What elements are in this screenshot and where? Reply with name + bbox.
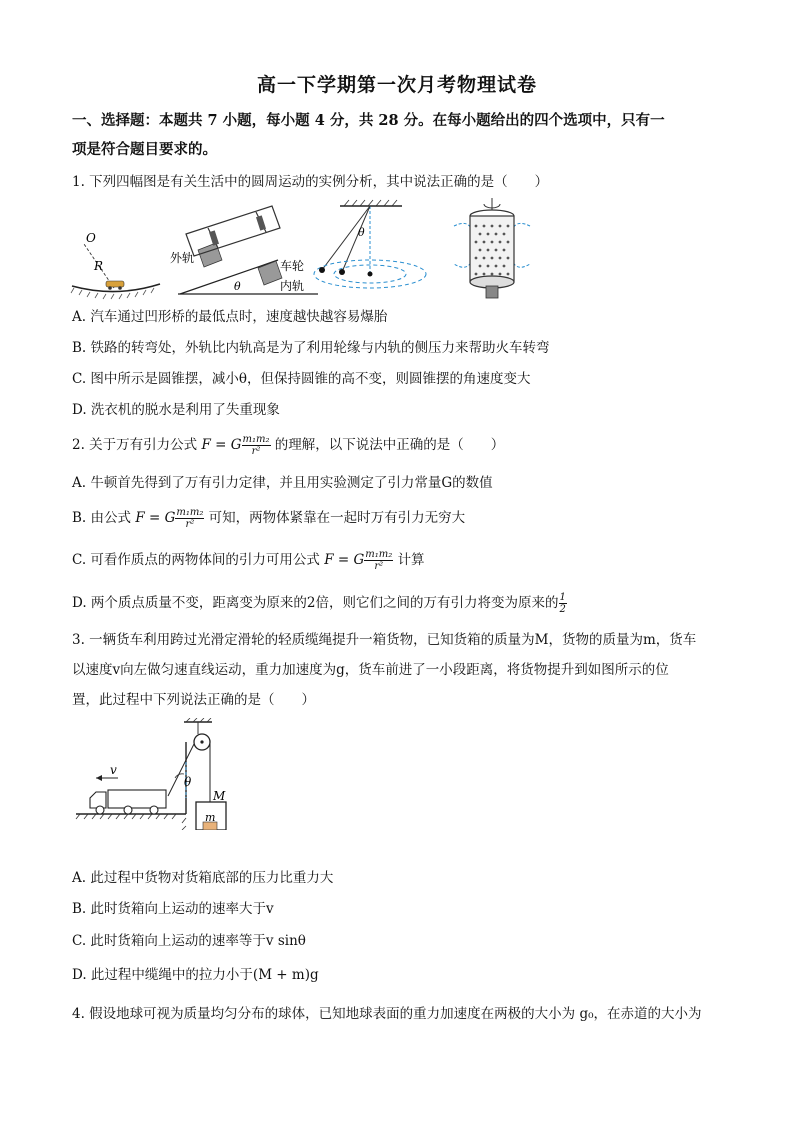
q4-line1: 4. 假设地球可视为质量均匀分布的球体，已知地球表面的重力加速度在两极的大小为 g₀，在赤道的大小为 — [72, 1006, 702, 1022]
q2-stem-pre: 2. 关于万有引力公式 — [72, 437, 198, 453]
q3-line1: 3. 一辆货车利用跨过光滑定滑轮的轻质缆绳提升一箱货物，已知货箱的质量为M，货物的质量为m，货车 — [72, 632, 697, 648]
q3-option-c: C. 此时货箱向上运动的速率等于v sinθ — [72, 933, 306, 949]
page-title: 高一下学期第一次月考物理试卷 — [256, 74, 537, 96]
q3-line2: 以速度v向左做匀速直线运动，重力加速度为g，货车前进了一小段距离，将货物提升到如图所示的位 — [72, 662, 669, 678]
q2-stem-post: 的理解，以下说法中正确的是（ ） — [274, 437, 505, 453]
label-inner-rail: 内轨 — [280, 279, 305, 293]
railway-curve-figure — [170, 206, 318, 294]
label-wheel: 车轮 — [280, 259, 305, 273]
q2-option-c: C. 可看作质点的两物体间的引力可用公式 F = G $\frac{\text{m₁m₂}}{\text{r²}}$ 计算 — [72, 549, 425, 572]
label-r: R — [94, 259, 104, 273]
q3-big-m-label: M — [213, 789, 226, 803]
truck-icon — [90, 790, 166, 814]
car-icon — [106, 281, 124, 287]
q2-option-d: D. 两个质点质量不变，距离变为原来的2倍，则它们之间的万有引力将变为原来的 $\frac{1}{2}$ — [72, 592, 566, 615]
q2-option-a: A. 牛顿首先得到了万有引力定律，并且用实验测定了引力常量G的数值 — [72, 475, 493, 491]
label-outer-rail: 外轨 — [170, 251, 195, 265]
q3-v-label: v — [110, 763, 117, 777]
section-heading-line1: 一、选择题：本题共 7 小题，每小题 4 分，共 28 分。在每小题给出的四个选项中，只有一 — [72, 112, 665, 129]
half-fraction: $\frac{1}{2}$ — [559, 592, 566, 615]
label-o: O — [86, 231, 96, 245]
q3-theta-label: θ — [184, 775, 192, 789]
concave-bridge-figure — [71, 231, 160, 299]
washing-drum-figure — [454, 198, 530, 298]
q3-option-d: D. 此过程中缆绳中的拉力小于(M + m)g — [72, 967, 319, 983]
conical-pendulum-figure — [314, 200, 426, 288]
q1-option-b: B. 铁路的转弯处，外轨比内轨高是为了利用轮缘与内轨的侧压力来帮助火车转弯 — [72, 340, 550, 356]
q2-stem — [72, 434, 722, 457]
q3-truck-pulley-figure — [72, 718, 252, 830]
pendulum-theta-label: θ — [358, 226, 365, 239]
q3-small-m-label: m — [205, 811, 216, 824]
q3-option-a: A. 此过程中货物对货箱底部的压力比重力大 — [72, 870, 334, 886]
q1-option-c: C. 图中所示是圆锥摆，减小θ，但保持圆锥的高不变，则圆锥摆的角速度变大 — [72, 371, 531, 387]
rail-theta-label: θ — [234, 280, 241, 293]
q1-stem: 1. 下列四幅图是有关生活中的圆周运动的实例分析，其中说法正确的是（ ） — [72, 174, 549, 190]
q1-option-a: A. 汽车通过凹形桥的最低点时，速度越快越容易爆胎 — [72, 309, 388, 325]
q1-option-d: D. 洗衣机的脱水是利用了失重现象 — [72, 402, 280, 418]
q2-option-b: B. 由公式 F = G $\frac{\text{m₁m₂}}{\text{r²}}$ 可知，两物体紧靠在一起时万有引力无穷大 — [72, 507, 466, 530]
gravity-formula-fraction: $\frac{\text{m₁m₂}}{\text{r²}}$ — [242, 434, 270, 457]
formula-lhs: F = G — [201, 437, 242, 453]
q1-figures — [68, 198, 718, 302]
q3-line3: 置，此过程中下列说法正确的是（ ） — [72, 692, 315, 708]
q3-option-b: B. 此时货箱向上运动的速率大于v — [72, 901, 274, 917]
section-heading-line2: 项是符合题目要求的。 — [72, 141, 217, 158]
